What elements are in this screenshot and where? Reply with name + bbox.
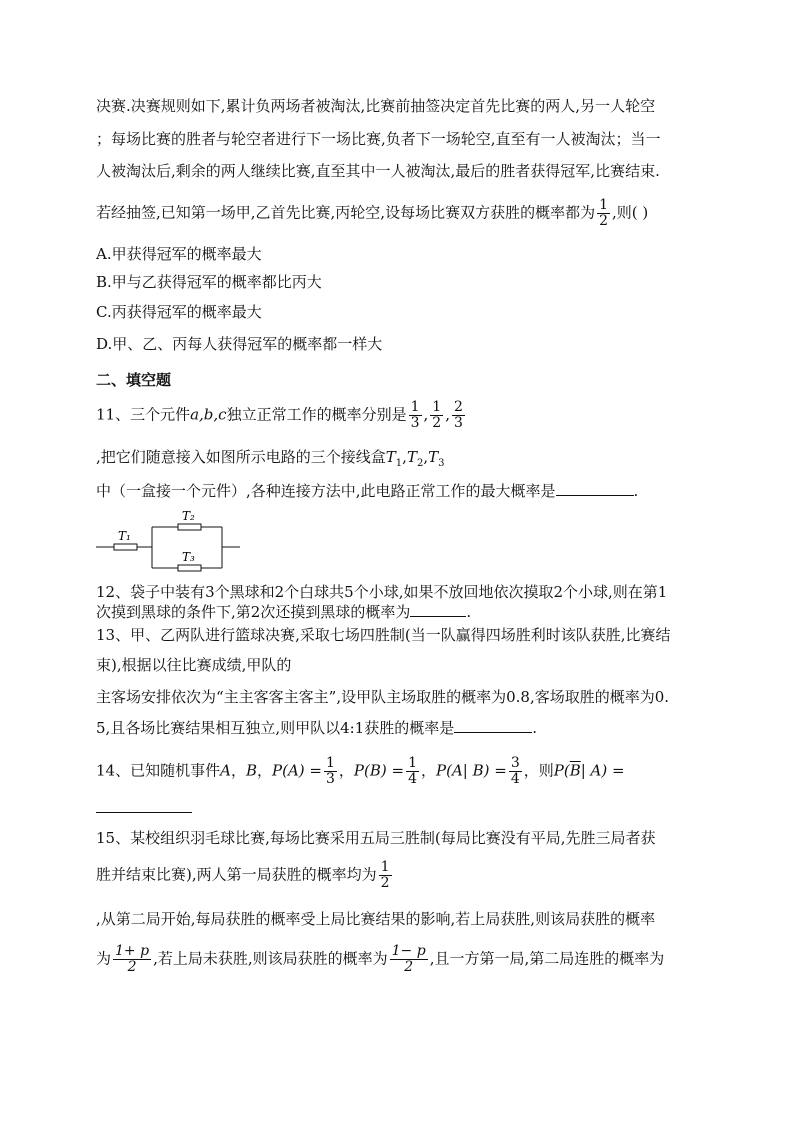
fraction-q15-half: $\frac{1}{2}$: [380, 859, 390, 891]
q11-line-2: ,把它们随意接入如图所示电路的三个接线盒$T_1,T_2,T_3$: [96, 448, 445, 469]
q12-line-1: 12、袋子中装有3个黑球和2个白球共5个小球,如果不放回地依次摸取2个小球,则在第1: [96, 583, 668, 601]
circuit-label-t3: T₃: [182, 550, 195, 564]
q13-line-1: 13、甲、乙两队进行篮球决赛,采取七场四胜制(当一队赢得四场胜利时该队获胜,比赛结: [96, 626, 671, 644]
fraction-one-half: $\frac{1}{2}$: [599, 197, 608, 229]
option-b: B.甲与乙获得冠军的概率都比丙大: [96, 273, 322, 291]
q10-line-4: [96, 198, 648, 229]
section-heading: 二、填空题: [96, 371, 172, 389]
fraction-pa: $\frac{1}{3}$: [325, 755, 335, 787]
option-d: D.甲、乙、丙每人获得冠军的概率都一样大: [96, 335, 383, 353]
answer-blank-q14: [96, 812, 192, 813]
q15-line-2: 胜并结束比赛),两人第一局获胜的概率均为 $\frac{1}{2}$: [96, 859, 390, 891]
q10-line-3: 人被淘汰后,剩余的两人继续比赛,直至其中一人被淘汰,最后的胜者获得冠军,比赛结束.: [96, 162, 660, 180]
q11-line-3: 中（一盒接一个元件）,各种连接方法中,此电路正常工作的最大概率是 .: [96, 482, 639, 500]
fraction-q11-3: $\frac{2}{3}$: [454, 399, 463, 431]
circuit-label-t1: T₁: [118, 529, 131, 543]
option-c: C.丙获得冠军的概率最大: [96, 303, 262, 321]
q14-line-1: 14、已知随机事件A，B，P(A) = $\frac{1}{3}$ ，P(B) = $\frac{1}{4}$ ，P(A| B) = $\frac{3}{4}$ ，则$P(\overline{B}|$ A) =: [96, 755, 625, 787]
q12-line-2: 次摸到黑球的条件下,第2次还摸到黑球的概率为 .: [96, 603, 472, 621]
q10-line-4-text: 若经抽签,已知第一场甲,乙首先比赛,丙轮空,设每场比赛双方获胜的概率都为: [96, 203, 596, 222]
q10-line-1: 决赛.决赛规则如下,累计负两场者被淘汰,比赛前抽签决定首先比赛的两人,另一人轮空: [96, 97, 656, 115]
q13-line-2: 束),根据以往比赛成绩,甲队的: [96, 656, 292, 674]
fraction-one-plus-p: $\frac{1+ p}{2}$: [115, 943, 150, 975]
q13-line-4: 5,且各场比赛结果相互独立,则甲队以4:1获胜的概率是 .: [96, 719, 538, 737]
q10-line-2: ；每场比赛的胜者与轮空者进行下一场比赛,负者下一场轮空,直至有一人被淘汰；当一: [96, 130, 661, 148]
q10-line-4-end: ,则( ): [612, 203, 649, 222]
option-a: A.甲获得冠军的概率最大: [96, 245, 262, 263]
q15-line-3: ,从第二局开始,每局获胜的概率受上局比赛结果的影响,若上局获胜,则该局获胜的概率: [96, 910, 656, 928]
fraction-q11-1: $\frac{1}{3}$: [410, 399, 420, 431]
fraction-q11-2: $\frac{1}{2}$: [432, 399, 442, 431]
fraction-pab: $\frac{3}{4}$: [510, 755, 520, 787]
q15-line-1: 15、某校组织羽毛球比赛,每场比赛采用五局三胜制(每局比赛没有平局,先胜三局者获: [96, 829, 656, 847]
fraction-pb: $\frac{1}{4}$: [408, 755, 417, 787]
q11-line-1: 11、三个元件a,b,c独立正常工作的概率分别是 $\frac{1}{3}$ , $\frac{1}{2}$ , $\frac{2}{3}$: [96, 399, 463, 431]
circuit-diagram: [96, 506, 246, 572]
circuit-label-t2: T₂: [182, 509, 195, 523]
answer-blank-q11: [556, 481, 634, 496]
q13-line-3: 主客场安排依次为“主主客客主客主”,设甲队主场取胜的概率为0.8,客场取胜的概率为0.: [96, 688, 670, 706]
answer-blank-q13: [454, 718, 532, 733]
answer-blank-q12: [410, 602, 466, 617]
q15-line-4: 为 $\frac{1+ p}{2}$ ,若上局未获胜,则该局获胜的概率为 $\frac{1- p}{2}$ ,且一方第一局,第二局连胜的概率为: [96, 943, 665, 975]
fraction-one-minus-p: $\frac{1- p}{2}$: [391, 943, 426, 975]
